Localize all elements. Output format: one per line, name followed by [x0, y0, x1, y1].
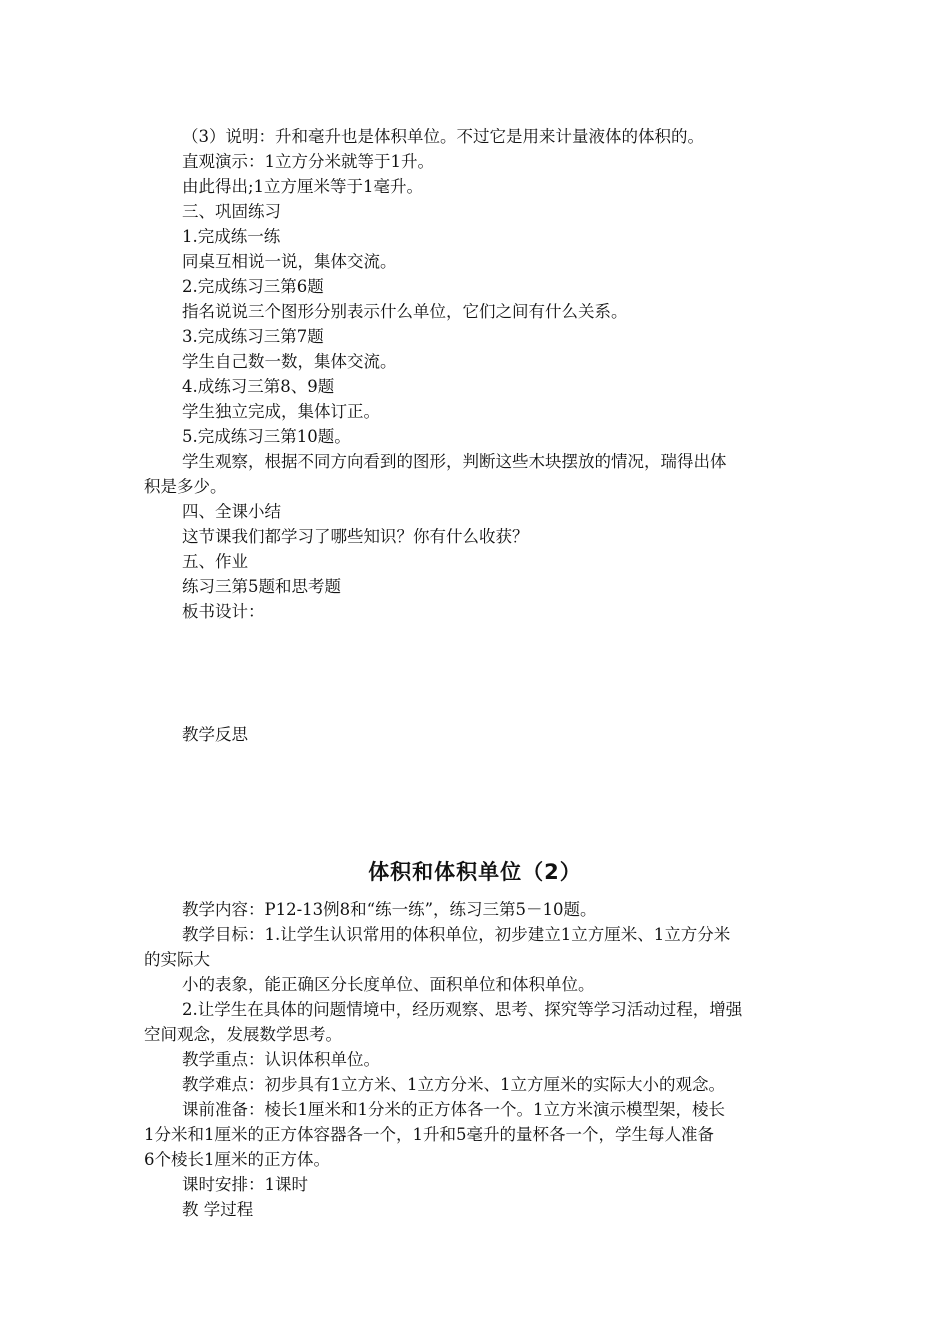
- list-item: 1.完成练一练: [182, 227, 281, 246]
- paragraph: 教学反思: [182, 725, 248, 744]
- paragraph: 同桌互相说一说，集体交流。: [182, 252, 397, 271]
- list-item: 2.完成练习三第6题: [182, 277, 324, 296]
- paragraph: 这节课我们都学习了哪些知识？你有什么收获？: [182, 527, 529, 546]
- section-heading: 五、作业: [182, 552, 248, 571]
- paragraph: 学生观察，根据不同方向看到的图形，判断这些木块摆放的情况，瑞得出体: [182, 452, 727, 471]
- paragraph: 教学重点：认识体积单位。: [182, 1050, 380, 1069]
- paragraph: 课时安排：1课时: [182, 1175, 308, 1194]
- section-heading: 三、巩固练习: [182, 202, 281, 221]
- paragraph: 教学内容：P12-13例8和“练一练”，练习三第5－10题。: [182, 900, 597, 919]
- paragraph: 板书设计：: [182, 602, 265, 621]
- list-item: 4.成练习三第8、9题: [182, 377, 335, 396]
- paragraph: 教学难点：初步具有1立方米、1立方分米、1立方厘米的实际大小的观念。: [182, 1075, 725, 1094]
- paragraph: 指名说说三个图形分别表示什么单位，它们之间有什么关系。: [182, 302, 628, 321]
- paragraph: 学生自己数一数，集体交流。: [182, 352, 397, 371]
- lesson-title: 体积和体积单位（2）: [368, 860, 582, 884]
- section-heading: 四、全课小结: [182, 502, 281, 521]
- paragraph-continuation: 的实际大: [144, 950, 210, 969]
- paragraph: （3）说明：升和毫升也是体积单位。不过它是用来计量液体的体积的。: [182, 127, 704, 146]
- paragraph: 教 学过程: [182, 1200, 254, 1219]
- paragraph: 2.让学生在具体的问题情境中，经历观察、思考、探究等学习活动过程，增强: [182, 1000, 743, 1019]
- paragraph: 教学目标：1.让学生认识常用的体积单位，初步建立1立方厘米、1立方分米: [182, 925, 731, 944]
- paragraph: 由此得出;1立方厘米等于1毫升。: [182, 177, 424, 196]
- paragraph: 学生独立完成，集体订正。: [182, 402, 380, 421]
- paragraph: 练习三第5题和思考题: [182, 577, 341, 596]
- paragraph-continuation: 积是多少。: [144, 477, 227, 496]
- paragraph: 直观演示：1立方分米就等于1升。: [182, 152, 434, 171]
- paragraph: 课前准备：棱长1厘米和1分米的正方体各一个。1立方米演示模型架，棱长: [182, 1100, 725, 1119]
- list-item: 5.完成练习三第10题。: [182, 427, 351, 446]
- paragraph-continuation: 空间观念，发展数学思考。: [144, 1025, 342, 1044]
- list-item: 3.完成练习三第7题: [182, 327, 324, 346]
- paragraph-continuation: 6个棱长1厘米的正方体。: [144, 1150, 330, 1169]
- paragraph: 小的表象，能正确区分长度单位、面积单位和体积单位。: [182, 975, 595, 994]
- paragraph-continuation: 1分米和1厘米的正方体容器各一个，1升和5毫升的量杯各一个，学生每人准备: [144, 1125, 714, 1144]
